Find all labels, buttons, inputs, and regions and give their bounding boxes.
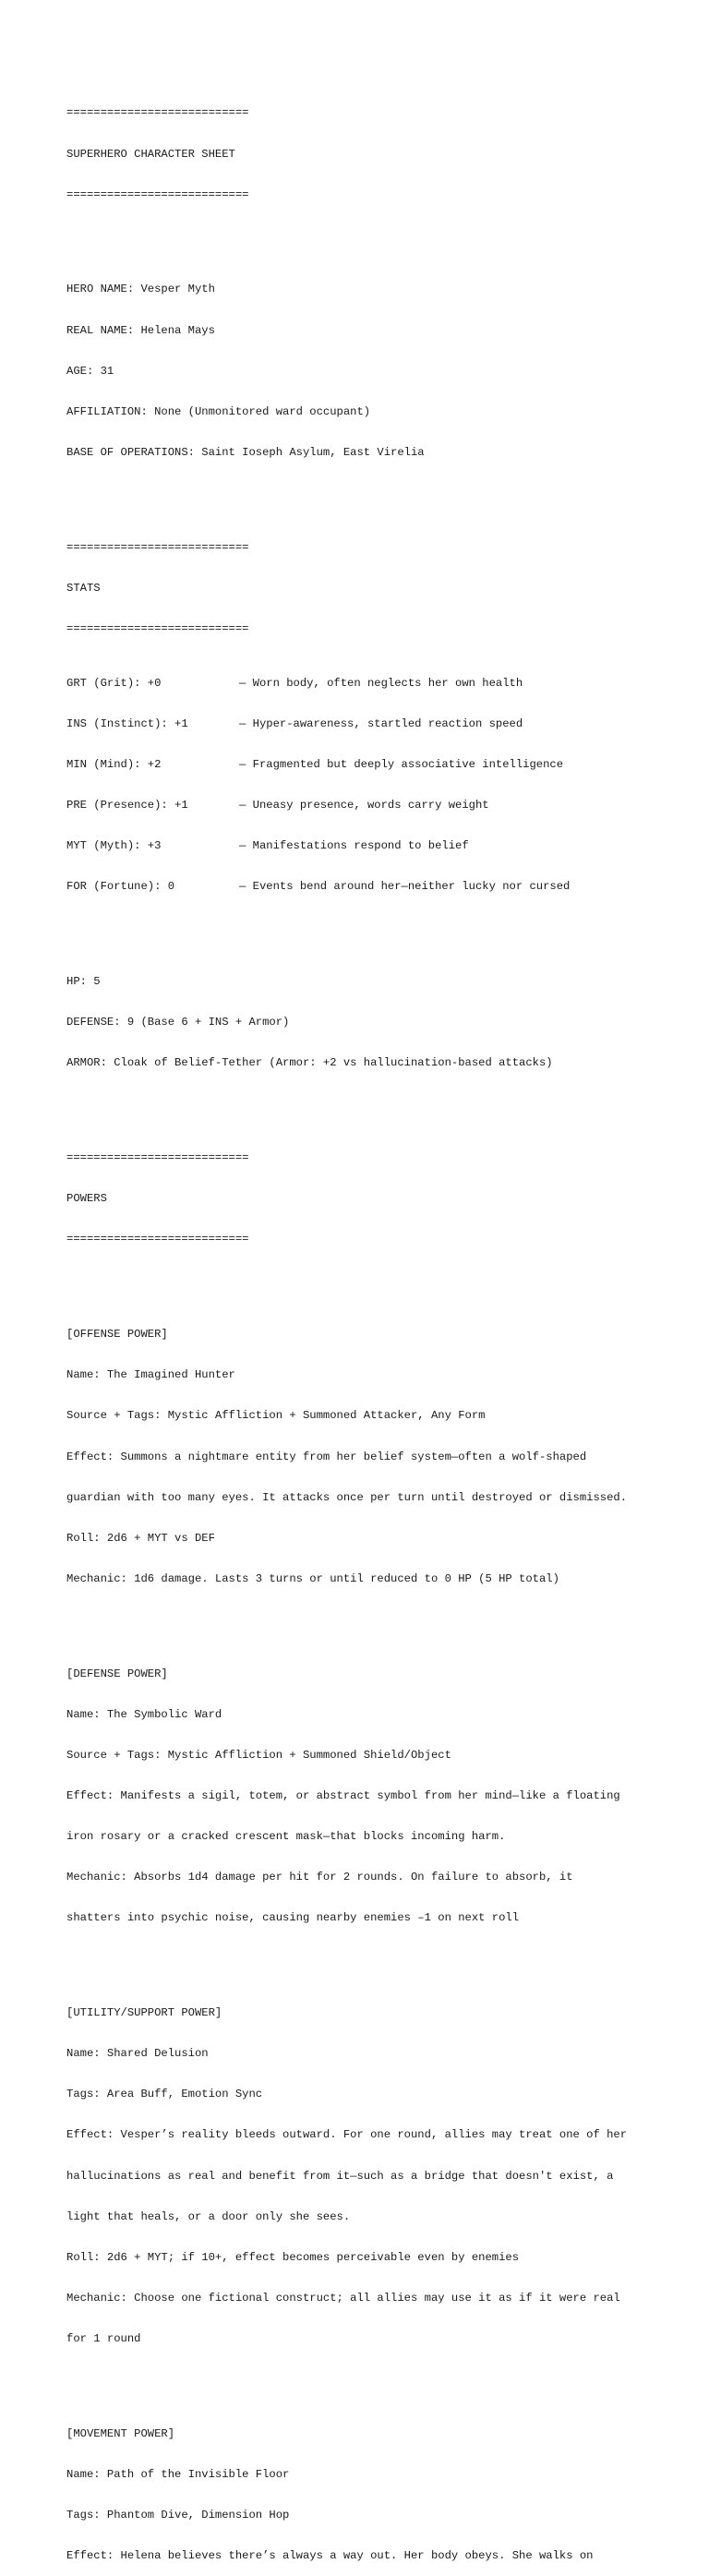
stat-label: PRE (Presence): +1 [66, 799, 188, 813]
utility-power-effect-cont: light that heals, or a door only she sees. [66, 2209, 351, 2223]
spacer [66, 1097, 694, 1111]
spacer [66, 487, 694, 500]
stat-label: GRT (Grit): +0 [66, 676, 162, 690]
movement-power-name: Name: Path of the Invisible Floor [66, 2467, 290, 2481]
spacer [66, 1273, 694, 1287]
stat-desc: — Uneasy presence, words carry weight [239, 799, 489, 813]
utility-power-heading: [UTILITY/SUPPORT POWER] [66, 2006, 222, 2020]
stats-heading: STATS [66, 581, 101, 595]
movement-power-tags: Tags: Phantom Dive, Dimension Hop [66, 2508, 290, 2522]
movement-power-heading: [MOVEMENT POWER] [66, 2426, 175, 2440]
stat-desc: — Fragmented but deeply associative intelligence [239, 757, 564, 771]
defense-power-heading: [DEFENSE POWER] [66, 1667, 168, 1680]
spacer [66, 921, 694, 934]
character-sheet [66, 79, 694, 2576]
movement-power-effect: Effect: Helena believes there’s always a way out. Her body obeys. She walks on [66, 2549, 594, 2563]
stat-label: INS (Instinct): +1 [66, 716, 188, 730]
offense-power-tags: Source + Tags: Mystic Affliction + Summoned Attacker, Any Form [66, 1409, 486, 1423]
defense-power-tags: Source + Tags: Mystic Affliction + Summoned Shield/Object [66, 1748, 451, 1762]
stat-desc: — Worn body, often neglects her own health [239, 676, 523, 690]
sheet-title: SUPERHERO CHARACTER SHEET [66, 147, 235, 161]
stats-rule-bottom: =========================== [66, 621, 249, 635]
defense-value: DEFENSE: 9 (Base 6 + INS + Armor) [66, 1016, 290, 1029]
hp-value: HP: 5 [66, 975, 101, 989]
defense-power-mechanic: Mechanic: Absorbs 1d4 damage per hit for 2 rounds. On failure to absorb, it [66, 1871, 573, 1884]
age: AGE: 31 [66, 364, 114, 378]
offense-power-effect: Effect: Summons a nightmare entity from her belief system—often a wolf-shaped [66, 1450, 587, 1463]
affiliation: AFFILIATION: None (Unmonitored ward occupant) [66, 404, 371, 418]
powers-rule-top: =========================== [66, 1151, 249, 1165]
base-of-operations: BASE OF OPERATIONS: Saint Ioseph Asylum, East Virelia [66, 445, 425, 459]
stat-label: MIN (Mind): +2 [66, 757, 162, 771]
utility-power-mechanic-cont: for 1 round [66, 2331, 141, 2345]
defense-power-mechanic-cont: shatters into psychic noise, causing nearby enemies –1 on next roll [66, 1911, 520, 1925]
utility-power-tags: Tags: Area Buff, Emotion Sync [66, 2088, 263, 2101]
spacer [66, 229, 694, 243]
hero-name: HERO NAME: Vesper Myth [66, 283, 215, 296]
header-rule-bottom: =========================== [66, 187, 249, 201]
stat-label: MYT (Myth): +3 [66, 839, 162, 853]
stat-row-myth [66, 839, 694, 853]
offense-power-roll: Roll: 2d6 + MYT vs DEF [66, 1531, 215, 1545]
offense-power-mechanic: Mechanic: 1d6 damage. Lasts 3 turns or until reduced to 0 HP (5 HP total) [66, 1571, 559, 1585]
powers-heading: POWERS [66, 1192, 107, 1206]
stats-rule-top: =========================== [66, 540, 249, 554]
utility-power-name: Name: Shared Delusion [66, 2047, 209, 2061]
stat-desc: — Hyper-awareness, startled reaction speed [239, 716, 523, 730]
header-rule-top: =========================== [66, 106, 249, 120]
offense-power-heading: [OFFENSE POWER] [66, 1328, 168, 1342]
utility-power-effect-cont: hallucinations as real and benefit from it—such as a bridge that doesn't exist, a [66, 2169, 614, 2183]
utility-power-effect: Effect: Vesper’s reality bleeds outward. For one round, allies may treat one of her [66, 2128, 628, 2142]
powers-rule-bottom: =========================== [66, 1233, 249, 1246]
stat-row-instinct [66, 717, 694, 731]
spacer [66, 1952, 694, 1966]
stat-row-mind [66, 758, 694, 772]
utility-power-roll: Roll: 2d6 + MYT; if 10+, effect becomes perceivable even by enemies [66, 2250, 520, 2264]
defense-power-effect: Effect: Manifests a sigil, totem, or abstract symbol from her mind—like a floating [66, 1788, 620, 1802]
stat-row-grit [66, 677, 694, 691]
spacer [66, 1613, 694, 1627]
utility-power-mechanic: Mechanic: Choose one fictional construct; all allies may use it as if it were real [66, 2291, 620, 2305]
real-name: REAL NAME: Helena Mays [66, 323, 215, 337]
stat-row-presence [66, 799, 694, 813]
stat-label: FOR (Fortune): 0 [66, 880, 175, 894]
defense-power-name: Name: The Symbolic Ward [66, 1707, 222, 1721]
armor-value: ARMOR: Cloak of Belief-Tether (Armor: +2 vs hallucination-based attacks) [66, 1056, 553, 1070]
stat-desc: — Manifestations respond to belief [239, 839, 469, 853]
stat-row-fortune [66, 880, 694, 894]
stat-desc: — Events bend around her—neither lucky nor cursed [239, 880, 571, 894]
defense-power-effect-cont: iron rosary or a cracked crescent mask—that blocks incoming harm. [66, 1830, 506, 1844]
spacer [66, 2373, 694, 2387]
offense-power-effect-cont: guardian with too many eyes. It attacks once per turn until destroyed or dismissed. [66, 1490, 628, 1504]
offense-power-name: Name: The Imagined Hunter [66, 1368, 235, 1382]
